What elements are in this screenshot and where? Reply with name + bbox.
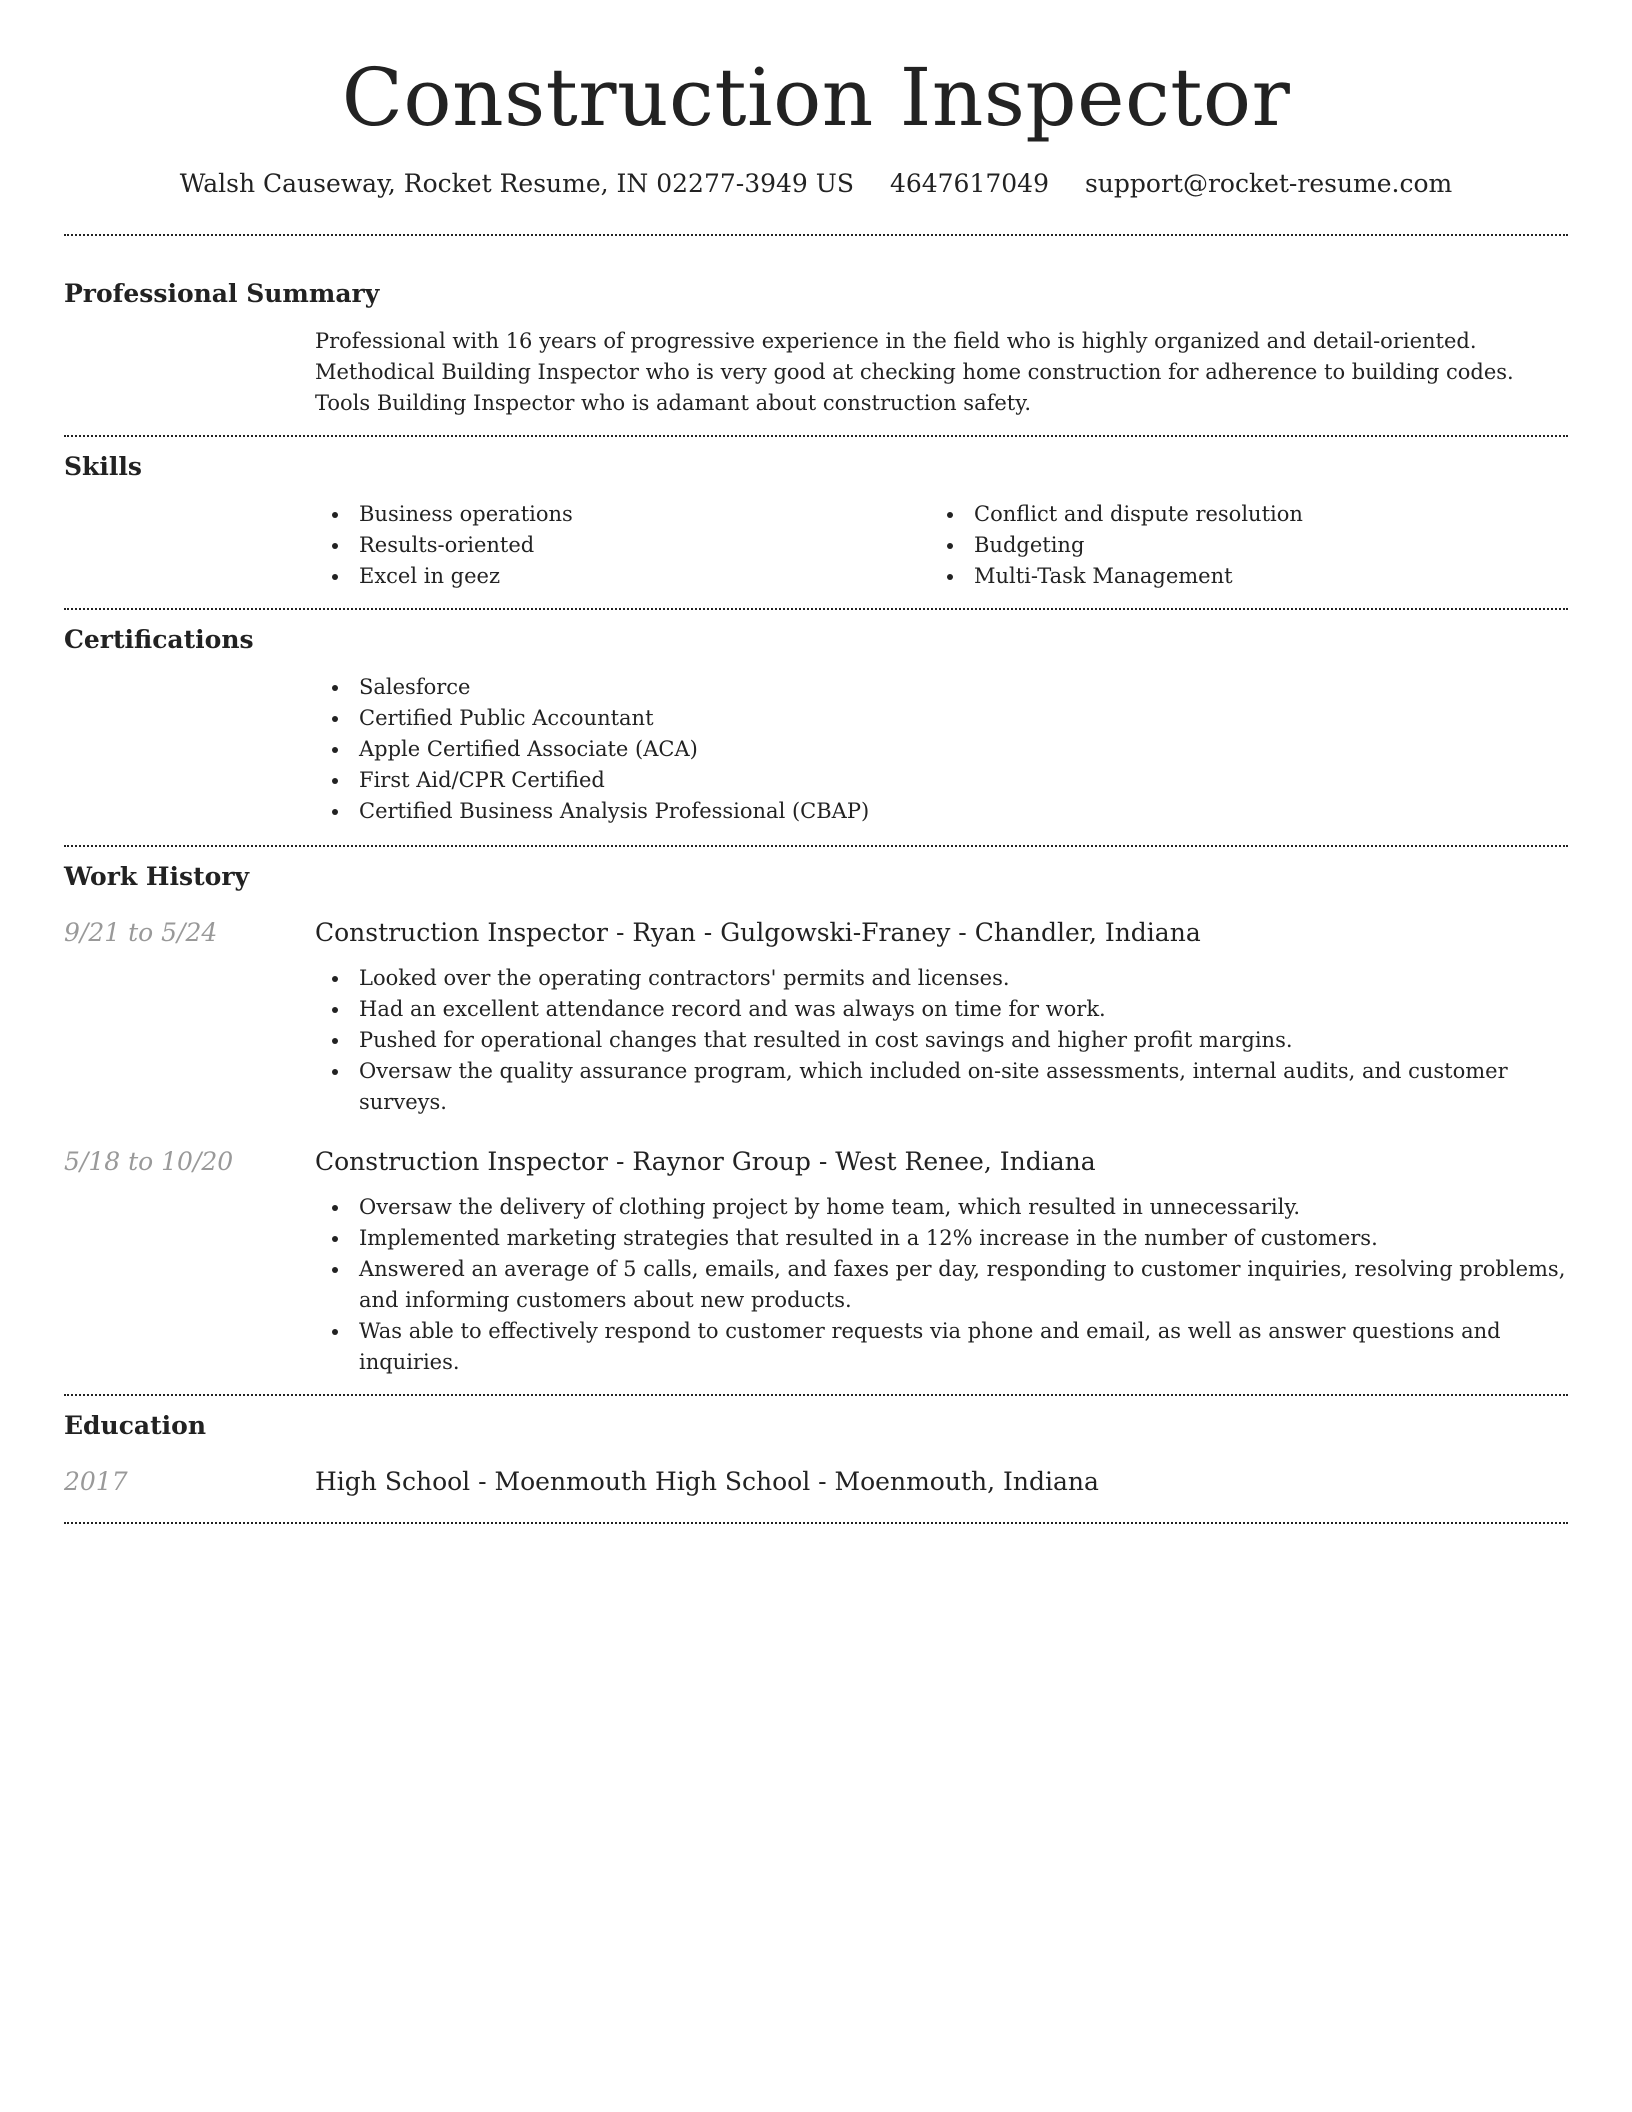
job-bullets bbox=[315, 963, 1568, 1118]
job-dates: 9/21 to 5/24 bbox=[64, 918, 218, 947]
summary-section bbox=[64, 278, 1568, 435]
certification-item: Apple Certified Associate (ACA) bbox=[315, 734, 1568, 765]
job-entry bbox=[64, 1146, 1568, 1378]
skills-column-2 bbox=[930, 499, 1545, 592]
divider bbox=[64, 234, 1568, 236]
job-heading: Construction Inspector - Ryan - Gulgowski-Franey - Chandler, Indiana bbox=[315, 918, 1201, 947]
certification-item: Certified Business Analysis Professional (CBAP) bbox=[315, 796, 1568, 827]
skills-column-1 bbox=[315, 499, 930, 592]
job-entry bbox=[64, 917, 1568, 1118]
job-bullet: Was able to effectively respond to customer requests via phone and email, as well as answer questions and inquiries. bbox=[315, 1316, 1568, 1378]
skills-section bbox=[64, 451, 1568, 608]
education-section bbox=[64, 1410, 1568, 1522]
divider bbox=[64, 608, 1568, 610]
contact-address: Walsh Causeway, Rocket Resume, IN 02277-3949 US bbox=[179, 169, 854, 198]
skill-item: Budgeting bbox=[930, 530, 1545, 561]
certifications-list bbox=[315, 672, 1568, 845]
divider bbox=[64, 435, 1568, 437]
work-history-section bbox=[64, 861, 1568, 1394]
job-bullet: Implemented marketing strategies that resulted in a 12% increase in the number of customers. bbox=[315, 1223, 1568, 1254]
job-bullet: Had an excellent attendance record and was always on time for work. bbox=[315, 994, 1568, 1025]
skill-item: Business operations bbox=[315, 499, 930, 530]
work-history-heading: Work History bbox=[64, 862, 250, 891]
contact-phone: 4647617049 bbox=[889, 169, 1049, 198]
job-bullet: Answered an average of 5 calls, emails, and faxes per day, responding to customer inquiries, resolving problems, and informing customers about new products. bbox=[315, 1254, 1568, 1316]
certifications-section bbox=[64, 624, 1568, 845]
job-dates: 5/18 to 10/20 bbox=[64, 1147, 234, 1176]
divider bbox=[64, 1522, 1568, 1524]
candidate-name: Construction Inspector bbox=[341, 51, 1291, 144]
skills-heading: Skills bbox=[64, 452, 142, 481]
contact-email: support@rocket-resume.com bbox=[1084, 169, 1453, 198]
education-heading-line: High School - Moenmouth High School - Moenmouth, Indiana bbox=[315, 1467, 1099, 1496]
job-bullet: Looked over the operating contractors' permits and licenses. bbox=[315, 963, 1568, 994]
certification-item: Certified Public Accountant bbox=[315, 703, 1568, 734]
education-heading: Education bbox=[64, 1411, 207, 1440]
certification-item: Salesforce bbox=[315, 672, 1568, 703]
education-year: 2017 bbox=[64, 1467, 128, 1496]
skill-item: Conflict and dispute resolution bbox=[930, 499, 1545, 530]
resume-page bbox=[64, 0, 1568, 1524]
skills-list bbox=[315, 499, 1568, 608]
job-bullet: Pushed for operational changes that resulted in cost savings and higher profit margins. bbox=[315, 1025, 1568, 1056]
summary-heading: Professional Summary bbox=[64, 279, 380, 308]
summary-text: Professional with 16 years of progressive experience in the field who is highly organized and detail-oriented. Methodical Building Inspector who is very good at checking home construction for adherence to building codes. Tools Building Inspector who is adamant about construction safety. bbox=[315, 329, 1514, 415]
certification-item: First Aid/CPR Certified bbox=[315, 765, 1568, 796]
divider bbox=[64, 1394, 1568, 1396]
job-bullet: Oversaw the delivery of clothing project by home team, which resulted in unnecessarily. bbox=[315, 1192, 1568, 1223]
skill-item: Results-oriented bbox=[315, 530, 930, 561]
job-heading: Construction Inspector - Raynor Group - West Renee, Indiana bbox=[315, 1147, 1096, 1176]
job-bullets bbox=[315, 1192, 1568, 1378]
contact-line bbox=[64, 168, 1568, 200]
divider bbox=[64, 845, 1568, 847]
certifications-heading: Certifications bbox=[64, 625, 254, 654]
job-bullet: Oversaw the quality assurance program, which included on-site assessments, internal audits, and customer surveys. bbox=[315, 1056, 1568, 1118]
skill-item: Excel in geez bbox=[315, 561, 930, 592]
skill-item: Multi-Task Management bbox=[930, 561, 1545, 592]
